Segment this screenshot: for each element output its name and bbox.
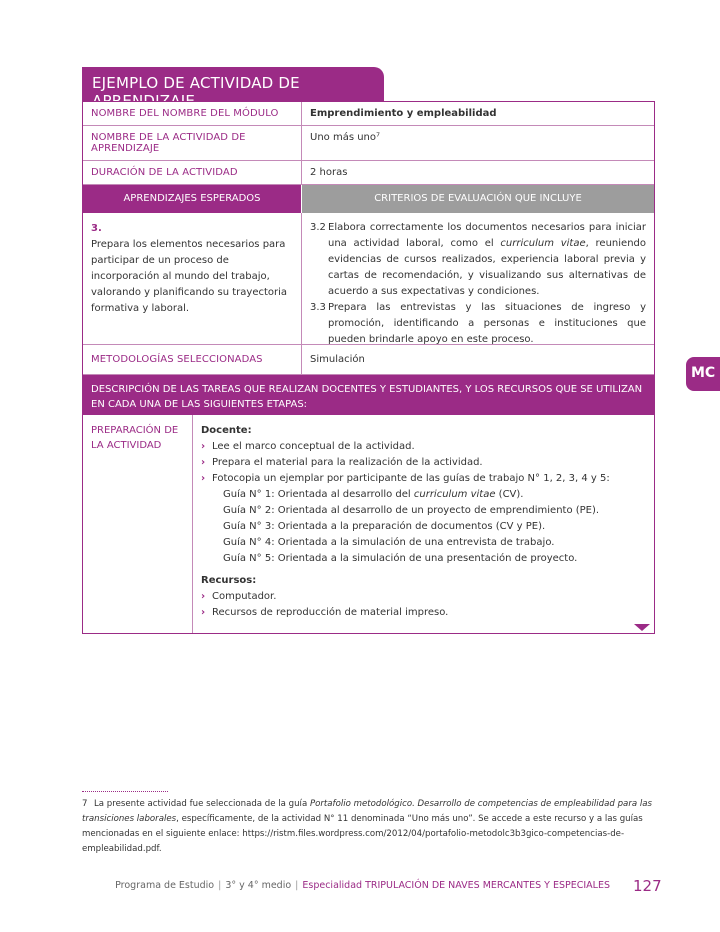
expected-learning-number: 3. bbox=[91, 223, 102, 234]
criteria-cell bbox=[302, 213, 654, 344]
footer-program: Programa de Estudio bbox=[115, 880, 215, 891]
footnote: 7 La presente actividad fue seleccionada de la guía Portafolio metodológico. Desarrollo de competencias de empleabilidad para las transiciones laborales, específicamente, de la actividad N° 11 denominada “Uno más uno”. Se accede a este recurso y a las guías mencionadas en el siguiente enlace: https://ristm.files.wordpress.com/2012/04/portafolio-metodolc3b3gico-competencias-de-empleabilidad.pdf. bbox=[82, 799, 652, 854]
chevron-right-icon: › bbox=[201, 607, 206, 618]
activity-title-tab: EJEMPLO DE ACTIVIDAD DE APRENDIZAJE bbox=[82, 67, 384, 101]
criteria-header: CRITERIOS DE EVALUACIÓN QUE INCLUYE bbox=[302, 185, 654, 213]
learning-criteria-row bbox=[83, 213, 654, 345]
module-label: NOMBRE DEL NOMBRE DEL MÓDULO bbox=[83, 102, 302, 125]
preparation-row bbox=[83, 415, 654, 633]
footer-text: Programa de Estudio | 3° y 4° medio | Especialidad TRIPULACIÓN DE NAVES MERCANTES Y ESPECIALES bbox=[115, 880, 610, 891]
columns-header bbox=[83, 185, 654, 213]
duration-value: 2 horas bbox=[310, 167, 348, 178]
duration-label: DURACIÓN DE LA ACTIVIDAD bbox=[83, 161, 302, 184]
preparation-label: PREPARACIÓN DE LA ACTIVIDAD bbox=[83, 415, 193, 633]
footnote-number: 7 bbox=[82, 799, 88, 809]
docente-title: Docente: bbox=[201, 425, 252, 436]
methodology-label: METODOLOGÍAS SELECCIONADAS bbox=[83, 345, 302, 374]
activity-label: NOMBRE DE LA ACTIVIDAD DE APRENDIZAJE bbox=[83, 126, 302, 160]
guide-item: Guía N° 1: Orientada al desarrollo del curriculum vitae (CV). bbox=[223, 489, 524, 500]
activity-row bbox=[83, 126, 654, 161]
page-footer bbox=[0, 877, 720, 897]
expected-learning-header: APRENDIZAJES ESPERADOS bbox=[83, 185, 302, 213]
section-side-tab: MC bbox=[686, 357, 720, 391]
guide-item: Guía N° 5: Orientada a la simulación de una presentación de proyecto. bbox=[223, 553, 578, 564]
list-item: › Prepara el material para la realización de la actividad. bbox=[201, 455, 646, 471]
continue-arrow-icon bbox=[634, 624, 650, 631]
module-value: Emprendimiento y empleabilidad bbox=[310, 108, 497, 119]
expected-learning-text: Prepara los elementos necesarios para participar de un proceso de incorporación al mundo del trabajo, valorando y planificando su trayectoria formativa y laboral. bbox=[91, 239, 288, 314]
footer-specialty: Especialidad TRIPULACIÓN DE NAVES MERCANTES Y ESPECIALES bbox=[302, 880, 610, 891]
list-item: › Fotocopia un ejemplar por participante de las guías de trabajo N° 1, 2, 3, 4 y 5: bbox=[201, 471, 646, 487]
criterion-text: Prepara las entrevistas y las situaciones de ingreso y promoción, identificando a personas e instituciones que pueden brindarle apoyo en este proceso. bbox=[328, 302, 646, 345]
footer-grade: 3° y 4° medio bbox=[225, 880, 292, 891]
module-row bbox=[83, 102, 654, 126]
chevron-right-icon: › bbox=[201, 441, 206, 452]
activity-table bbox=[82, 101, 655, 634]
expected-learning-cell bbox=[83, 213, 302, 344]
criterion-number: 3.2 bbox=[310, 222, 326, 233]
guide-item: Guía N° 3: Orientada a la preparación de documentos (CV y PE). bbox=[223, 521, 546, 532]
guide-item: Guía N° 4: Orientada a la simulación de una entrevista de trabajo. bbox=[223, 537, 555, 548]
methodology-row bbox=[83, 345, 654, 375]
guide-item: Guía N° 2: Orientada al desarrollo de un proyecto de emprendimiento (PE). bbox=[223, 505, 600, 516]
list-item: › Computador. bbox=[201, 589, 646, 605]
list-item: › Recursos de reproducción de material impreso. bbox=[201, 605, 646, 621]
methodology-value: Simulación bbox=[310, 354, 365, 365]
activity-value: Uno más uno⁷ bbox=[310, 132, 381, 143]
criterion-text: Elabora correctamente los documentos necesarios para iniciar una actividad laboral, como el curriculum vitae, reuniendo evidencias de cursos realizados, experiencia laboral previa y cartas de recomendación, y visualizando sus alternativas de acuerdo a sus expectativas y condiciones. bbox=[328, 222, 646, 297]
criterion-item bbox=[310, 220, 646, 300]
chevron-right-icon: › bbox=[201, 457, 206, 468]
resources-title: Recursos: bbox=[201, 575, 257, 586]
duration-row bbox=[83, 161, 654, 185]
criterion-item bbox=[310, 300, 646, 348]
list-item: › Lee el marco conceptual de la actividad. bbox=[201, 439, 646, 455]
footnote-divider bbox=[82, 791, 168, 792]
chevron-right-icon: › bbox=[201, 473, 206, 484]
preparation-content bbox=[193, 415, 654, 633]
page-number: 127 bbox=[633, 877, 662, 895]
description-band: DESCRIPCIÓN DE LAS TAREAS QUE REALIZAN DOCENTES Y ESTUDIANTES, Y LOS RECURSOS QUE SE UTILIZAN EN CADA UNA DE LAS SIGUIENTES ETAPAS: bbox=[83, 375, 654, 415]
chevron-right-icon: › bbox=[201, 591, 206, 602]
criterion-number: 3.3 bbox=[310, 302, 326, 313]
